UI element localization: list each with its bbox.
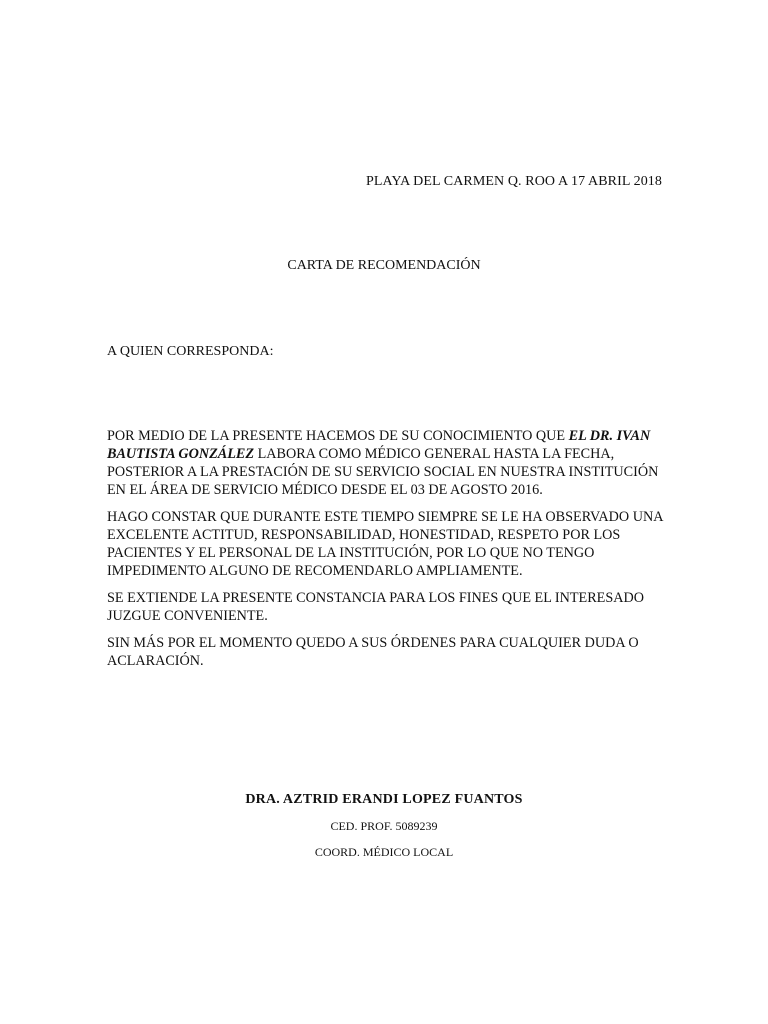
paragraph-closing: SIN MÁS POR EL MOMENTO QUEDO A SUS ÓRDENES PARA CUALQUIER DUDA O ACLARACIÓN. (107, 635, 639, 669)
paragraph-introduction (107, 427, 667, 499)
signer-license: CED. PROF. 5089239 (330, 819, 438, 833)
paragraph-attestation: HAGO CONSTAR QUE DURANTE ESTE TIEMPO SIEMPRE SE LE HA OBSERVADO UNA EXCELENTE ACTITUD, RESPONSABILIDAD, HONESTIDAD, RESPETO POR LOS PACIENTES Y EL PERSONAL DE LA INSTITUCIÓN, POR LO QUE NO TENGO IMPEDIMENTO ALGUNO DE RECOMENDARLO AMPLIAMENTE. (107, 509, 663, 579)
signature-block (0, 792, 768, 860)
signer-role: COORD. MÉDICO LOCAL (314, 845, 454, 859)
paragraph-purpose: SE EXTIENDE LA PRESENTE CONSTANCIA PARA LOS FINES QUE EL INTERESADO JUZGUE CONVENIENTE. (107, 590, 644, 624)
place-date-line: PLAYA DEL CARMEN Q. ROO A 17 ABRIL 2018 (366, 174, 662, 189)
document-title: CARTA DE RECOMENDACIÓN (287, 258, 481, 273)
paragraph-introduction-lead: POR MEDIO DE LA PRESENTE HACEMOS DE SU CONOCIMIENTO QUE (107, 428, 569, 444)
letter-body (107, 427, 667, 679)
signer-name: DRA. AZTRID ERANDI LOPEZ FUANTOS (245, 792, 523, 807)
paragraph-introduction-rest: LABORA COMO MÉDICO GENERAL HASTA LA FECHA, POSTERIOR A LA PRESTACIÓN DE SU SERVICIO SOCIAL EN NUESTRA INSTITUCIÓN EN EL ÁREA DE SERVICIO MÉDICO DESDE EL 03 DE AGOSTO 2016. (107, 446, 659, 498)
salutation: A QUIEN CORRESPONDA: (107, 344, 274, 359)
recommended-doctor-name: EL DR. IVAN BAUTISTA GONZÁLEZ (107, 428, 651, 462)
